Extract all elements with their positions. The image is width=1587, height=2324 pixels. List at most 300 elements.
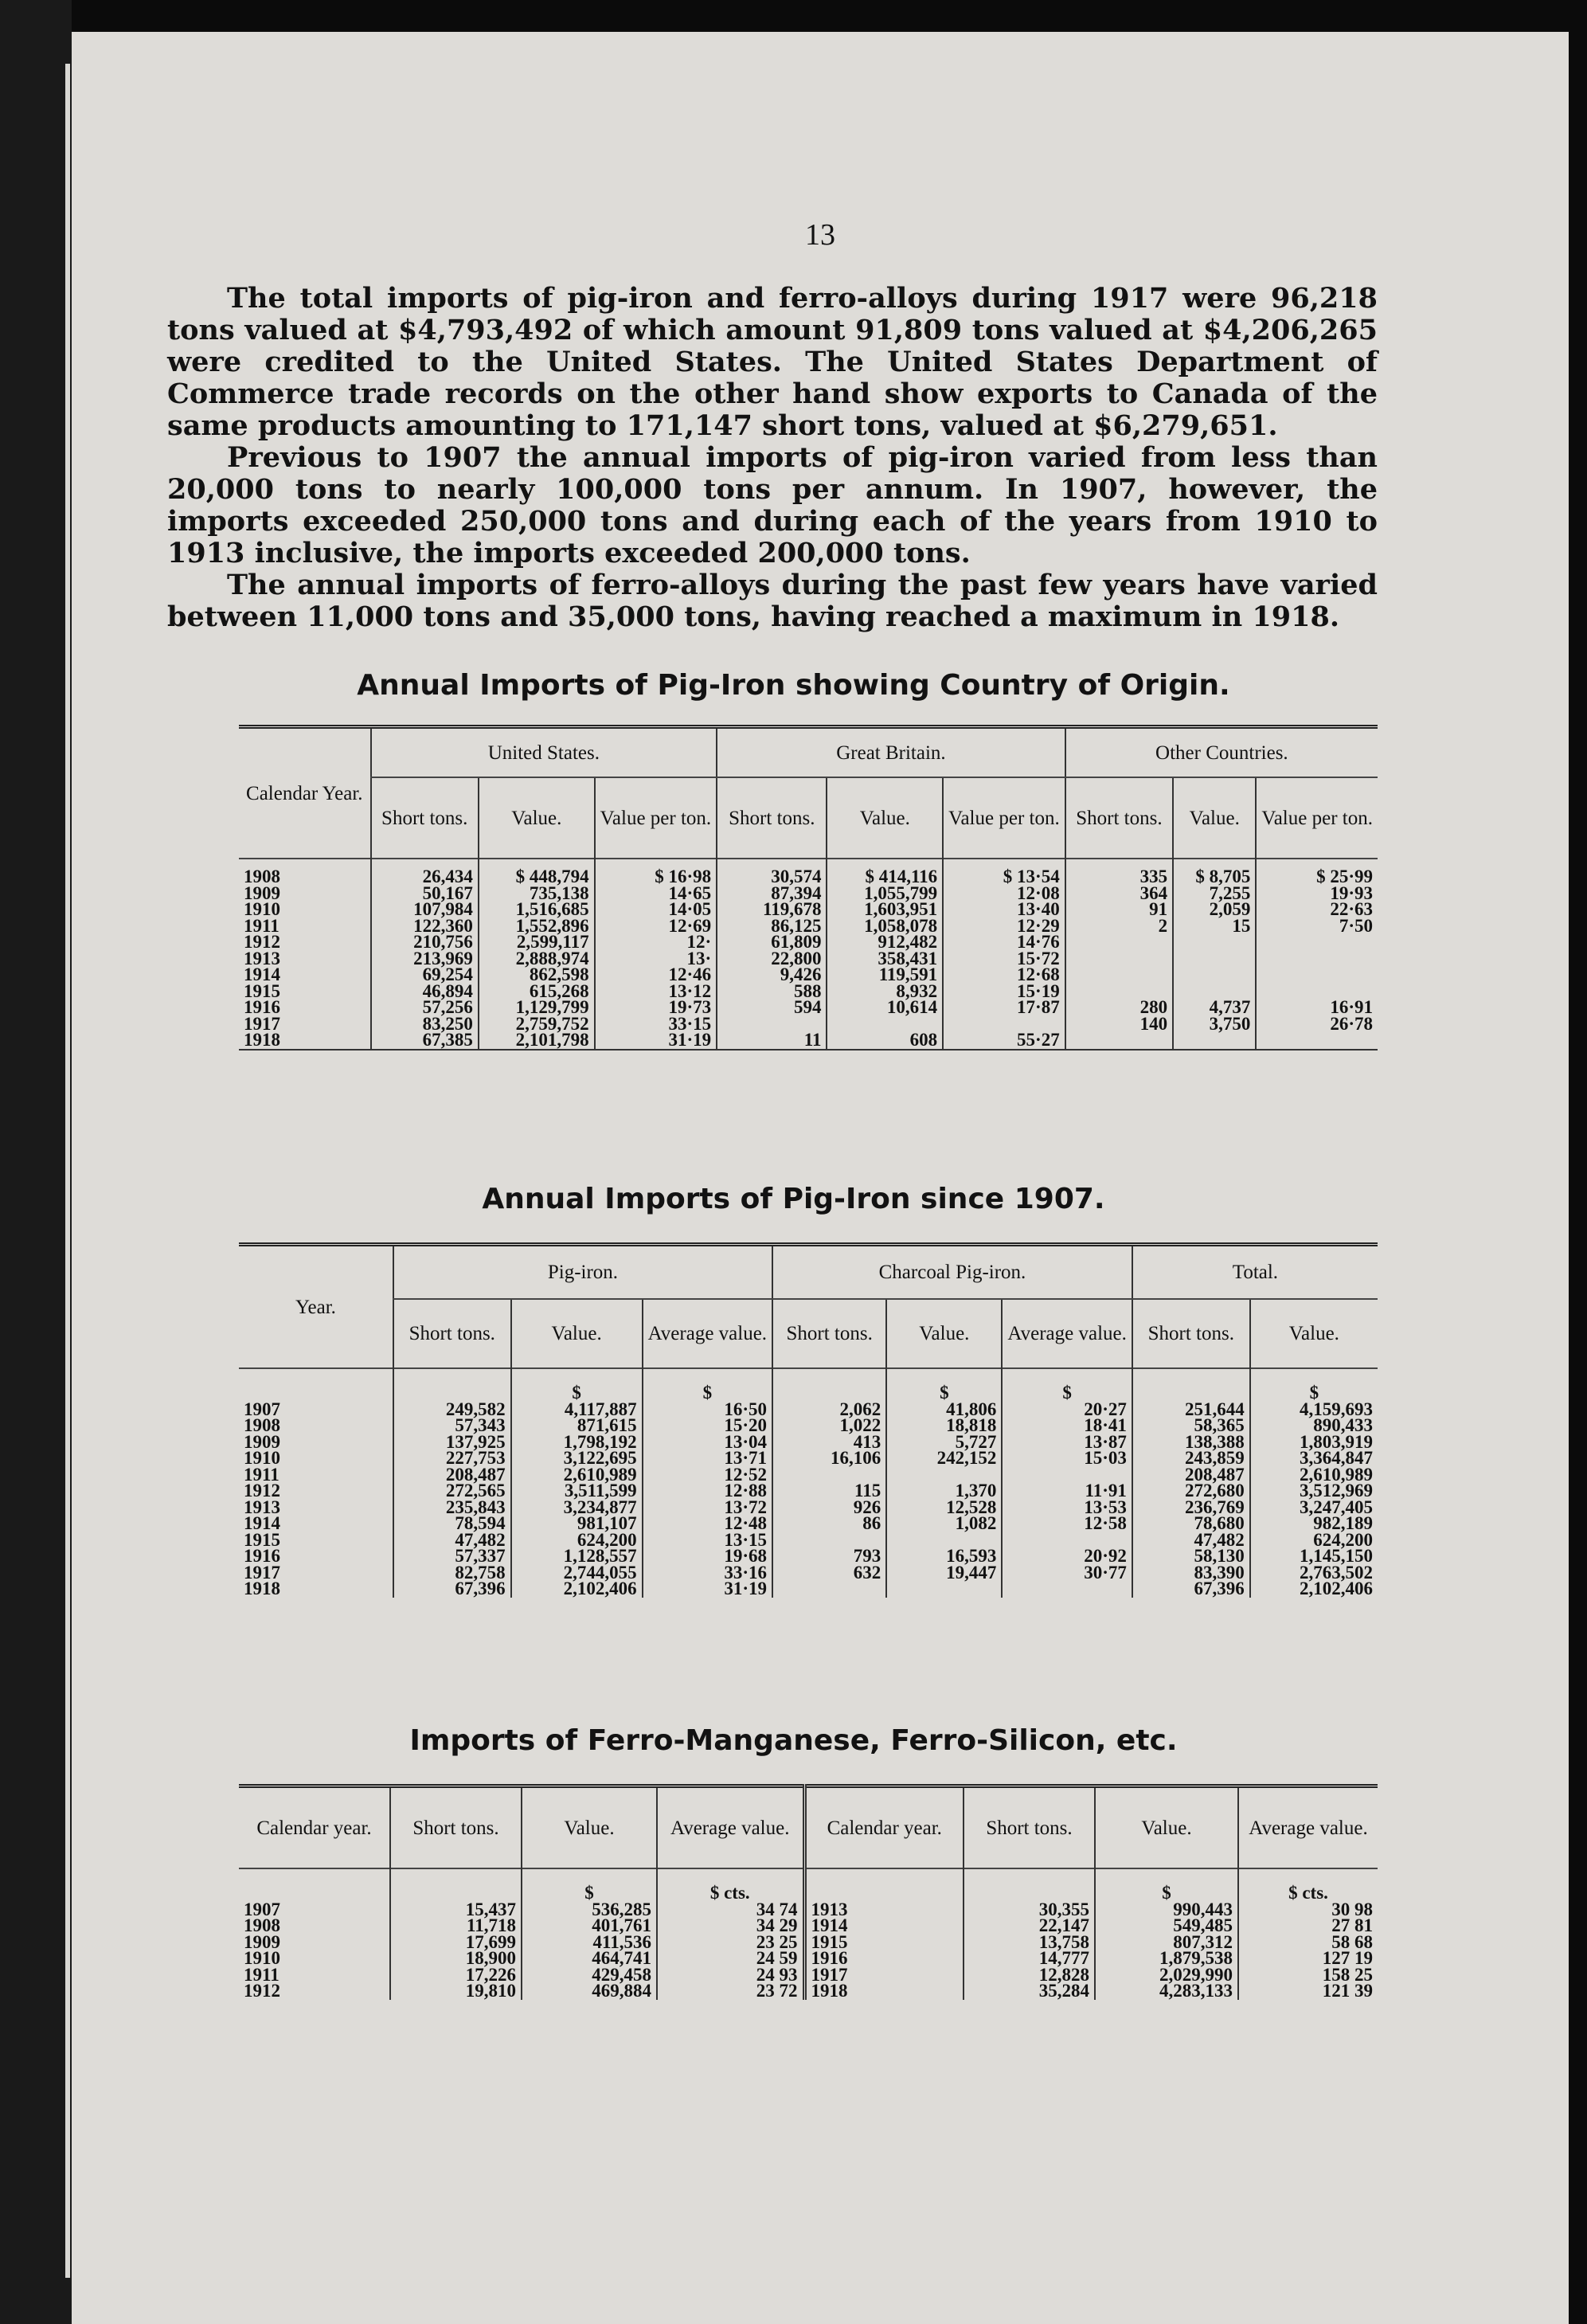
t1-cell: 33·15 (595, 1016, 717, 1033)
t1-cell: 8,932 (827, 984, 943, 1000)
t1-cell: 12· (595, 934, 717, 951)
t3-cell: 4,283,133 (1095, 1983, 1238, 2000)
t3-cell: 17,699 (390, 1935, 522, 1951)
t1-year-value: 1914 (244, 964, 280, 984)
t1-cell: 19·73 (595, 1000, 717, 1016)
t3-cell: 24 93 (657, 1967, 804, 1984)
t2-cell: 20·92 (1002, 1548, 1132, 1565)
t3-cell: $ (522, 1868, 657, 1902)
t1-cell: 2,599,117 (479, 934, 595, 951)
t1-cell: 608 (827, 1032, 943, 1050)
t1-cell: 280 (1065, 1000, 1173, 1016)
t3-h-tons-b: Short tons. (964, 1786, 1095, 1869)
t2-cell: 20·27 (1002, 1402, 1132, 1418)
t3-cell: 18,900 (390, 1950, 522, 1967)
t1-cell: $ 448,794 (479, 859, 595, 886)
t1-cell: 16·91 (1256, 1000, 1378, 1016)
t3-cell: 14,777 (964, 1950, 1095, 1967)
t1-year-value: 1917 (244, 1013, 280, 1034)
t3-cell: 464,741 (522, 1950, 657, 1967)
t1-cell: 57,256 (371, 1000, 479, 1016)
table2-title: Annual Imports of Pig-Iron since 1907. (482, 1183, 1105, 1215)
t1-cell: 364 (1065, 886, 1173, 902)
t1-cell (1065, 951, 1173, 968)
t2-cell: 3,122,695 (511, 1450, 643, 1467)
table2-pig-iron-since-1907 (239, 1242, 1378, 1598)
t2-cell: 1,022 (772, 1418, 886, 1434)
t3-cell: 549,485 (1095, 1918, 1238, 1935)
t2-cell: 793 (772, 1548, 886, 1565)
t2-year-value: 1910 (244, 1448, 280, 1468)
t2-cell: 2,610,989 (511, 1467, 643, 1484)
t1-cell: 86,125 (717, 918, 827, 935)
t1-cell: 107,984 (371, 902, 479, 918)
t1-h-us-tons: Short tons. (371, 777, 479, 859)
t1-cell: 17·87 (943, 1000, 1065, 1016)
t3-year-value: 1907 (244, 1899, 280, 1919)
t2-cell: 47,482 (1132, 1532, 1250, 1549)
t1-cell: 13· (595, 951, 717, 968)
t2-year-value: 1913 (244, 1497, 280, 1517)
t3-cell: 990,443 (1095, 1902, 1238, 1919)
t2-cell: 4,159,693 (1250, 1402, 1378, 1418)
t1-row (239, 1000, 1378, 1016)
t3-cell: 411,536 (522, 1935, 657, 1951)
t1-cell: 14·65 (595, 886, 717, 902)
t2-cell: 1,798,192 (511, 1434, 643, 1451)
t2-cell: 413 (772, 1434, 886, 1451)
paragraph-3: The annual imports of ferro-alloys during the past few years have varied between 11,000 tons and 35,000 tons, having reached a maximum in 1918. (167, 569, 1378, 633)
t3-year-value: 1913 (811, 1899, 848, 1919)
t2-cell: 78,680 (1132, 1516, 1250, 1532)
t1-h-oth-vpt: Value per ton. (1256, 777, 1378, 859)
t2-cell (393, 1368, 511, 1402)
t2-cell: 2,102,406 (1250, 1581, 1378, 1598)
t3-cell: 27 81 (1238, 1918, 1378, 1935)
t3-cell: 19,810 (390, 1983, 522, 2000)
t2-cell: 138,388 (1132, 1434, 1250, 1451)
t3-cell: 121 39 (1238, 1983, 1378, 2000)
t3-cell: 34 29 (657, 1918, 804, 1935)
t1-cell: 22,800 (717, 951, 827, 968)
t2-cell (1002, 1581, 1132, 1598)
t1-cell (1173, 934, 1256, 951)
t3-cell: 429,458 (522, 1967, 657, 1984)
t2-year-value: 1909 (244, 1431, 280, 1452)
t3-cell (804, 1983, 964, 2000)
t1-cell: 2 (1065, 918, 1173, 935)
t3-cell: 11,718 (390, 1918, 522, 1935)
table3-title: Imports of Ferro-Manganese, Ferro-Silicon, etc. (409, 1724, 1178, 1757)
t1-cell (1256, 934, 1378, 951)
t1-cell: 615,268 (479, 984, 595, 1000)
t1-year-value: 1908 (244, 867, 280, 886)
t1-cell: 1,058,078 (827, 918, 943, 935)
t1-year-value: 1913 (244, 948, 280, 968)
t2-body (239, 1368, 1378, 1598)
t1-h-gb-vpt: Value per ton. (943, 777, 1065, 859)
t2-group-charcoal: Charcoal Pig-iron. (772, 1245, 1132, 1300)
t2-year-value: 1914 (244, 1513, 280, 1533)
t1-cell: 2,101,798 (479, 1032, 595, 1050)
t3-cell (239, 1983, 390, 2000)
t2-cell: 33·16 (643, 1565, 772, 1582)
t1-cell: 140 (1065, 1016, 1173, 1033)
t1-cell (1065, 934, 1173, 951)
t1-year-value: 1915 (244, 980, 280, 1001)
t3-cell: 24 59 (657, 1950, 804, 1967)
t1-cell: 15·72 (943, 951, 1065, 968)
t2-cell: 41,806 (886, 1402, 1002, 1418)
t3-year-value: 1917 (811, 1964, 848, 1985)
t2-cell: 926 (772, 1500, 886, 1516)
t1-cell: 22·63 (1256, 902, 1378, 918)
t3-year-value: 1916 (811, 1948, 848, 1968)
t2-cell: 16,106 (772, 1450, 886, 1467)
t1-cell: 2,759,752 (479, 1016, 595, 1033)
t1-cell: 735,138 (479, 886, 595, 902)
t2-cell: 115 (772, 1483, 886, 1500)
t1-h-gb-value: Value. (827, 777, 943, 859)
t2-cell: 251,644 (1132, 1402, 1250, 1418)
t1-cell: 12·69 (595, 918, 717, 935)
t2-cell: 208,487 (393, 1467, 511, 1484)
t2-cell: 1,082 (886, 1516, 1002, 1532)
t2-cell: 58,130 (1132, 1548, 1250, 1565)
t2-year-header: Year. (295, 1296, 336, 1318)
t3-cell: 401,761 (522, 1918, 657, 1935)
t1-cell: 31·19 (595, 1032, 717, 1050)
t2-cell: 19·68 (643, 1548, 772, 1565)
t1-cell: 1,129,799 (479, 1000, 595, 1016)
t2-cell: 632 (772, 1565, 886, 1582)
t2-cell: 18·41 (1002, 1418, 1132, 1434)
t1-cell: 122,360 (371, 918, 479, 935)
t2-cell: 12·88 (643, 1483, 772, 1500)
t1-cell: 1,603,951 (827, 902, 943, 918)
t1-cell: 50,167 (371, 886, 479, 902)
t2-cell (886, 1581, 1002, 1598)
t2-cell: 2,744,055 (511, 1565, 643, 1582)
t2-cell: 3,247,405 (1250, 1500, 1378, 1516)
t3-body (239, 1868, 1378, 2000)
t2-cell: 12·52 (643, 1467, 772, 1484)
t2-cell: 13·72 (643, 1500, 772, 1516)
t1-year-value: 1918 (244, 1030, 280, 1050)
t3-year-value: 1909 (244, 1931, 280, 1952)
t2-cell: 1,128,557 (511, 1548, 643, 1565)
t1-cell (239, 859, 371, 886)
t1-h-us-value: Value. (479, 777, 595, 859)
t1-cell: 1,552,896 (479, 918, 595, 935)
t1-cell: 13·40 (943, 902, 1065, 918)
t2-cell: 13·71 (643, 1450, 772, 1467)
t2-cell: 2,102,406 (511, 1581, 643, 1598)
t1-row (239, 859, 1378, 886)
t1-cell: 213,969 (371, 951, 479, 968)
t2-cell: 16·50 (643, 1402, 772, 1418)
t3-cell: 22,147 (964, 1918, 1095, 1935)
t3-h-value-b: Value. (1095, 1786, 1238, 1869)
t2-h-ch-tons: Short tons. (772, 1299, 886, 1368)
t1-cell: 13·12 (595, 984, 717, 1000)
t3-cell: 35,284 (964, 1983, 1095, 2000)
t3-year-value: 1912 (244, 1981, 280, 2001)
t1-cell: 12·29 (943, 918, 1065, 935)
t2-h-tot-value: Value. (1250, 1299, 1378, 1368)
t2-h-ch-avg: Average value. (1002, 1299, 1132, 1368)
t3-cell: 30 98 (1238, 1902, 1378, 1919)
t3-cell: 2,029,990 (1095, 1967, 1238, 1984)
t1-cell: 10,614 (827, 1000, 943, 1016)
t1-cell (1173, 951, 1256, 968)
t3-year-value: 1911 (244, 1964, 279, 1985)
t1-cell: 1,516,685 (479, 902, 595, 918)
t3-row (239, 1983, 1378, 2000)
t3-h-tons-a: Short tons. (390, 1786, 522, 1869)
t2-cell: 3,511,599 (511, 1483, 643, 1500)
t1-year-header: Calendar Year. (246, 782, 363, 804)
scan-left-edge (0, 0, 72, 2324)
t2-cell (239, 1581, 393, 1598)
t1-cell: 11 (717, 1032, 827, 1050)
t3-cell (239, 1868, 390, 1902)
t1-cell: 55·27 (943, 1032, 1065, 1050)
t2-group-pig: Pig-iron. (393, 1245, 772, 1300)
t3-h-avg-a: Average value. (657, 1786, 804, 1869)
t1-cell: 14·05 (595, 902, 717, 918)
t2-cell: 227,753 (393, 1450, 511, 1467)
t2-cell: 78,594 (393, 1516, 511, 1532)
t2-year-value: 1908 (244, 1415, 280, 1435)
t3-year-value: 1914 (811, 1915, 848, 1935)
t1-cell (1256, 967, 1378, 984)
t3-cell: 58 68 (1238, 1935, 1378, 1951)
t1-cell: 83,250 (371, 1016, 479, 1033)
t2-cell: 67,396 (393, 1581, 511, 1598)
t1-cell: 19·93 (1256, 886, 1378, 902)
t2-cell: 30·77 (1002, 1565, 1132, 1582)
t2-h-pig-tons: Short tons. (393, 1299, 511, 1368)
t2-cell: 1,803,919 (1250, 1434, 1378, 1451)
t1-cell: 335 (1065, 859, 1173, 886)
t3-h-year-a: Calendar year. (256, 1817, 372, 1839)
t3-h-avg-b: Average value. (1238, 1786, 1378, 1869)
t2-cell: 5,727 (886, 1434, 1002, 1451)
t2-cell: 137,925 (393, 1434, 511, 1451)
t2-cell: 13·04 (643, 1434, 772, 1451)
t1-cell (239, 1032, 371, 1050)
t3-cell: 23 25 (657, 1935, 804, 1951)
t2-cell (1132, 1368, 1250, 1402)
t2-cell: 272,565 (393, 1483, 511, 1500)
t1-cell (1065, 1032, 1173, 1050)
t1-h-us-vpt: Value per ton. (595, 777, 717, 859)
t3-cell: 23 72 (657, 1983, 804, 2000)
t3-cell: $ cts. (657, 1868, 804, 1902)
t1-cell: $ 8,705 (1173, 859, 1256, 886)
t1-cell (1256, 951, 1378, 968)
intro-text (167, 283, 1378, 633)
t2-cell: 57,343 (393, 1418, 511, 1434)
t3-h-value-a: Value. (522, 1786, 657, 1869)
t1-cell: 7·50 (1256, 918, 1378, 935)
t2-cell: $ (511, 1368, 643, 1402)
t1-year-value: 1911 (244, 915, 279, 936)
t1-cell: 119,678 (717, 902, 827, 918)
t3-cell: 807,312 (1095, 1935, 1238, 1951)
t2-cell: 82,758 (393, 1565, 511, 1582)
t3-year-value: 1910 (244, 1948, 280, 1968)
t1-cell: 12·46 (595, 967, 717, 984)
t3-cell: 17,226 (390, 1967, 522, 1984)
t1-cell: 358,431 (827, 951, 943, 968)
t3-cell: 15,437 (390, 1902, 522, 1919)
t2-cell: 208,487 (1132, 1467, 1250, 1484)
t1-cell (1065, 967, 1173, 984)
t2-cell: 12,528 (886, 1500, 1002, 1516)
t1-cell: 26·78 (1256, 1016, 1378, 1033)
t1-cell: 67,385 (371, 1032, 479, 1050)
t1-cell: 3,750 (1173, 1016, 1256, 1033)
t3-cell: 34 74 (657, 1902, 804, 1919)
t2-cell: 242,152 (886, 1450, 1002, 1467)
t1-h-oth-value: Value. (1173, 777, 1256, 859)
t3-cell (390, 1868, 522, 1902)
t3-year-value: 1918 (811, 1981, 848, 2001)
t2-year-value: 1907 (244, 1399, 280, 1419)
t2-h-ch-value: Value. (886, 1299, 1002, 1368)
t3-year-value: 1915 (811, 1931, 848, 1952)
page-number: 13 (805, 218, 835, 252)
t2-cell: $ (886, 1368, 1002, 1402)
t1-cell (1173, 967, 1256, 984)
t2-cell: $ (1002, 1368, 1132, 1402)
table3-ferro-alloys (239, 1784, 1378, 2000)
t2-cell: $ (1250, 1368, 1378, 1402)
t1-cell: 12·08 (943, 886, 1065, 902)
t2-cell: 15·03 (1002, 1450, 1132, 1467)
t2-cell: 86 (772, 1516, 886, 1532)
t2-cell: 2,763,502 (1250, 1565, 1378, 1582)
t1-group-gb: Great Britain. (717, 727, 1065, 778)
t1-cell (1173, 1032, 1256, 1050)
t1-cell: $ 13·54 (943, 859, 1065, 886)
t1-cell: 912,482 (827, 934, 943, 951)
t1-cell: 61,809 (717, 934, 827, 951)
t1-group-us: United States. (371, 727, 717, 778)
t3-h-year-b: Calendar year. (804, 1786, 964, 1869)
t1-h-oth-tons: Short tons. (1065, 777, 1173, 859)
t2-cell: 13·15 (643, 1532, 772, 1549)
paragraph-2: Previous to 1907 the annual imports of pig-iron varied from less than 20,000 tons to nearly 100,000 tons per annum. In 1907, however, the imports exceeded 250,000 tons and during each of the years from 1910 to 1913 inclusive, the imports exceeded 200,000 tons. (167, 441, 1378, 569)
t2-cell: 1,370 (886, 1483, 1002, 1500)
t1-cell: 15 (1173, 918, 1256, 935)
t1-h-gb-tons: Short tons. (717, 777, 827, 859)
t1-cell: 862,598 (479, 967, 595, 984)
t2-cell: 83,390 (1132, 1565, 1250, 1582)
t2-row (239, 1581, 1378, 1598)
t2-cell: 19,447 (886, 1565, 1002, 1582)
t1-row (239, 1032, 1378, 1050)
t3-cell: $ (1095, 1868, 1238, 1902)
t2-group-total: Total. (1132, 1245, 1378, 1300)
t1-cell: 30,574 (717, 859, 827, 886)
t1-cell: $ 16·98 (595, 859, 717, 886)
t2-cell: 890,433 (1250, 1418, 1378, 1434)
t1-cell: 7,255 (1173, 886, 1256, 902)
t2-cell: 624,200 (1250, 1532, 1378, 1549)
t2-cell: 871,615 (511, 1418, 643, 1434)
t2-cell: 3,364,847 (1250, 1450, 1378, 1467)
t1-cell: 2,059 (1173, 902, 1256, 918)
t1-cell (1256, 1032, 1378, 1050)
paragraph-1: The total imports of pig-iron and ferro-alloys during 1917 were 96,218 tons valued at $4,793,492 of which amount 91,809 tons valued at $4,206,265 were credited to the United States. The United States Department of Commerce trade records on the other hand show exports to Canada of the same products amounting to 171,147 short tons, valued at $6,279,651. (167, 282, 1378, 442)
t1-year-value: 1909 (244, 882, 280, 903)
t1-body (239, 859, 1378, 1050)
t2-cell: 236,769 (1132, 1500, 1250, 1516)
t3-cell: 13,758 (964, 1935, 1095, 1951)
t1-cell: 4,737 (1173, 1000, 1256, 1016)
t2-year-value: 1916 (244, 1546, 280, 1566)
t1-cell: 1,055,799 (827, 886, 943, 902)
t2-cell: 16,593 (886, 1548, 1002, 1565)
table1-title: Annual Imports of Pig-Iron showing Country of Origin. (357, 669, 1230, 702)
table1-country-of-origin (239, 725, 1378, 1050)
t1-year-value: 1912 (244, 932, 280, 952)
t1-cell: 46,894 (371, 984, 479, 1000)
t2-cell: 3,512,969 (1250, 1483, 1378, 1500)
t2-cell: 13·87 (1002, 1434, 1132, 1451)
t2-cell: 13·53 (1002, 1500, 1132, 1516)
t1-cell: 14·76 (943, 934, 1065, 951)
t1-group-other: Other Countries. (1065, 727, 1378, 778)
t1-cell: 9,426 (717, 967, 827, 984)
t1-cell: 119,591 (827, 967, 943, 984)
t2-cell: 11·91 (1002, 1483, 1132, 1500)
t1-cell: 2,888,974 (479, 951, 595, 968)
t3-year-value: 1908 (244, 1915, 280, 1935)
t1-cell: 69,254 (371, 967, 479, 984)
t2-cell: 2,062 (772, 1402, 886, 1418)
t2-cell: 243,859 (1132, 1450, 1250, 1467)
t2-cell (239, 1368, 393, 1402)
t2-cell: 47,482 (393, 1532, 511, 1549)
t2-cell: 4,117,887 (511, 1402, 643, 1418)
t3-cell: 536,285 (522, 1902, 657, 1919)
t2-cell: 272,680 (1132, 1483, 1250, 1500)
t3-cell (964, 1868, 1095, 1902)
t2-h-tot-tons: Short tons. (1132, 1299, 1250, 1368)
t2-cell: 12·58 (1002, 1516, 1132, 1532)
t2-cell: 57,337 (393, 1548, 511, 1565)
t2-year-value: 1911 (244, 1464, 279, 1485)
t2-cell: 3,234,877 (511, 1500, 643, 1516)
t2-cell: 31·19 (643, 1581, 772, 1598)
t1-cell: 15·19 (943, 984, 1065, 1000)
t1-cell: 87,394 (717, 886, 827, 902)
t3-cell: 469,884 (522, 1983, 657, 2000)
t2-cell: 18,818 (886, 1418, 1002, 1434)
t3-cell: 30,355 (964, 1902, 1095, 1919)
t1-cell: 26,434 (371, 859, 479, 886)
t2-year-value: 1918 (244, 1579, 280, 1598)
t2-cell: 58,365 (1132, 1418, 1250, 1434)
t1-year-value: 1910 (244, 899, 280, 919)
t3-currency-row (239, 1868, 1378, 1902)
t3-cell: 158 25 (1238, 1967, 1378, 1984)
t2-cell: 15·20 (643, 1418, 772, 1434)
